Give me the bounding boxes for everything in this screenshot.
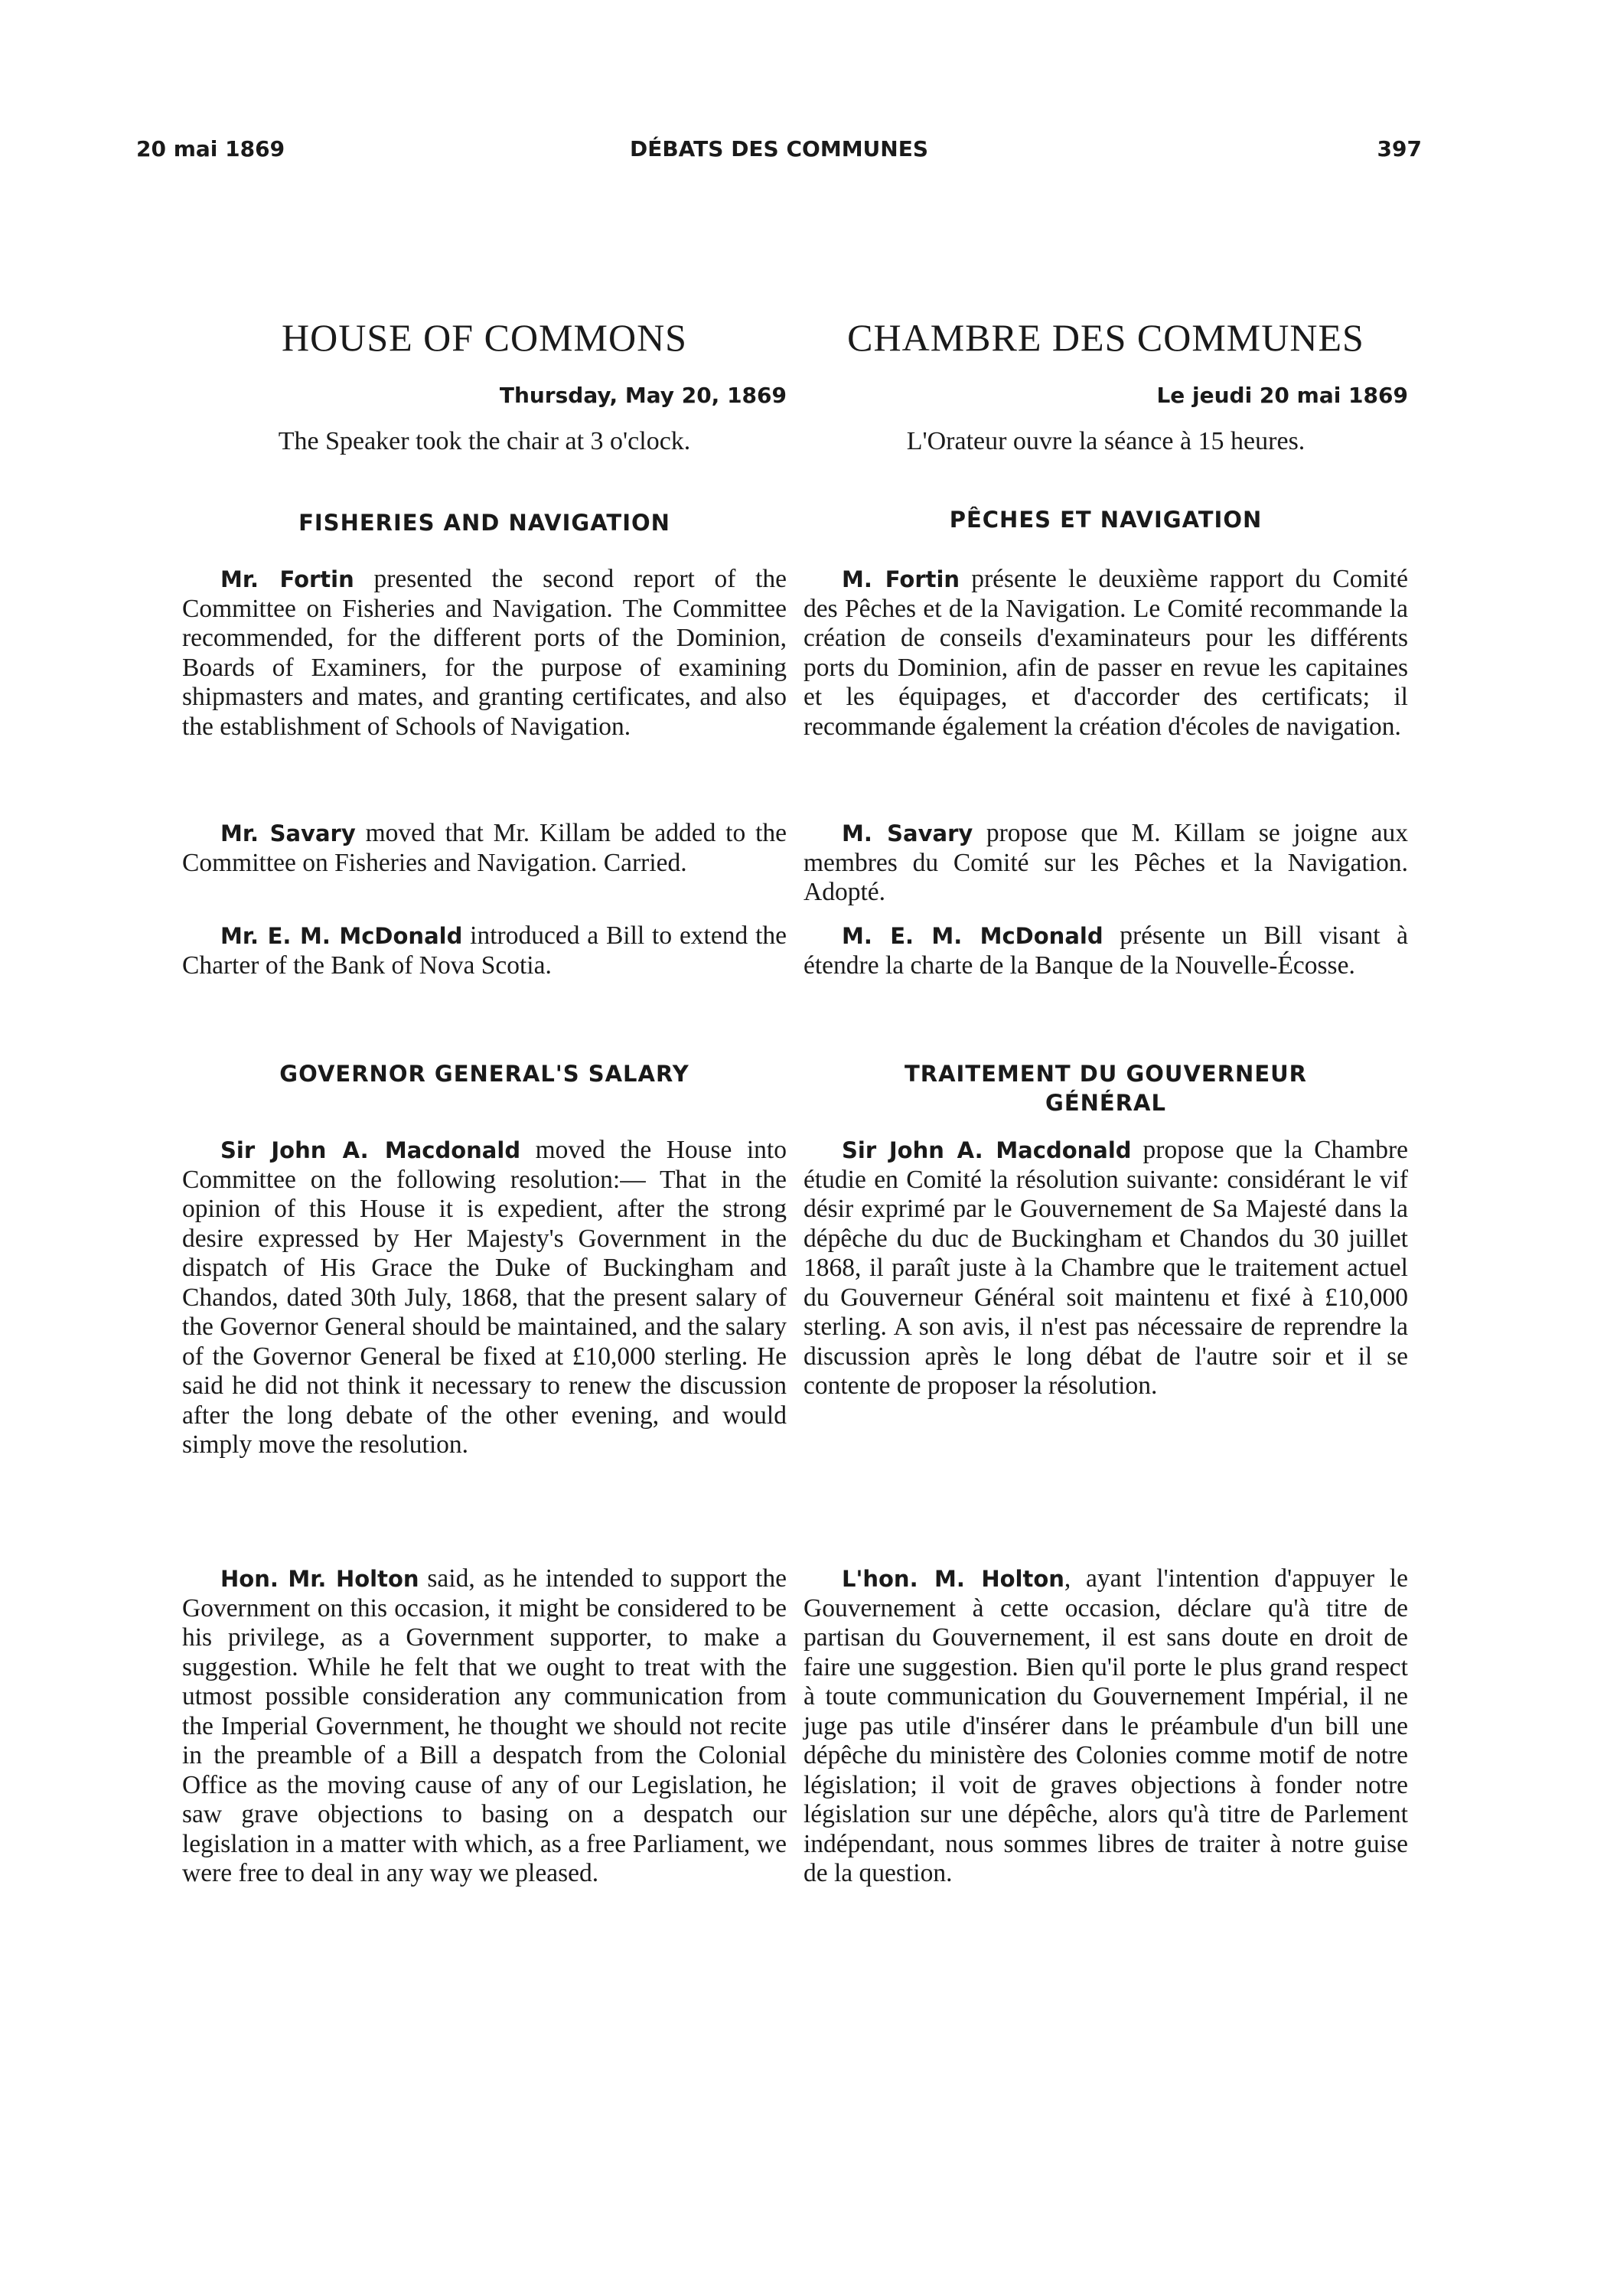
speaker-name: M. Savary — [842, 820, 973, 846]
french-column — [804, 0, 1408, 2296]
header-date: 20 mai 1869 — [136, 136, 285, 161]
speaker-name: L'hon. M. Holton — [842, 1566, 1064, 1592]
paragraph-text: introduced a Bill to extend the Charter of the Bank of Nova Scotia. — [182, 921, 787, 980]
speaker-name: Sir John A. Macdonald — [842, 1137, 1132, 1163]
paragraph-text: propose que la Chambre étudie en Comité la résolution suivante: considérant le vif désir exprimé par le Gouvernement de Sa Majesté dans la dépêche du duc de Buckingham et Chandos du 30 juillet 1868, il paraît juste à la Chambre que le traitement actuel du Gouverneur Général soit maintenu et fixé à £10,000 sterling. A son avis, il n'est pas nécessaire de reprendre la discussion après le long débat de l'autre soir et il se contente de proposer la résolution. — [804, 1136, 1408, 1400]
english-heading-fisheries: FISHERIES AND NAVIGATION — [298, 510, 670, 536]
page-number: 397 — [1377, 136, 1422, 161]
speaker-name: M. Fortin — [842, 566, 960, 592]
french-heading-fisheries: PÊCHES ET NAVIGATION — [949, 507, 1263, 533]
header-title: DÉBATS DES COMMUNES — [629, 136, 929, 161]
paragraph-text: presented the second report of the Committee on Fisheries and Navigation. The Committee recommended, for the different ports of the Dominion, Boards of Examiners, for the purpose of examining shipmasters and mates, and granting certificates, and also the establishment of Schools of Navigation. — [182, 565, 787, 741]
paragraph-text: said, as he intended to support the Government on this occasion, it might be considered to be his privilege, as a Government supporter, to make a suggestion. While he felt that we ought to treat with the utmost possible consideration any communication from the Imperial Government, he thought we should not recite in the preamble of a Bill a despatch from the Colonial Office as the moving cause of any of our Legislation, he saw grave objections to basing on a despatch our legislation in a matter with which, as a free Parliament, we were free to deal in any way we pleased. — [182, 1564, 787, 1887]
english-paragraph-fortin — [182, 565, 787, 742]
french-opening-line: L'Orateur ouvre la séance à 15 heures. — [906, 427, 1305, 455]
english-paragraph-macdonald — [182, 1136, 787, 1460]
english-house-title: HOUSE OF COMMONS — [282, 316, 687, 359]
paragraph-text: présente le deuxième rapport du Comité des Pêches et de la Navigation. Le Comité recommande la création de conseils d'examinateurs pour les différents ports du Dominion, afin de passer en revue les capitaines et les équipages, et d'accorder des certificats; il recommande également la création d'écoles de navigation. — [804, 565, 1408, 741]
french-house-title: CHAMBRE DES COMMUNES — [847, 316, 1364, 359]
speaker-name: M. E. M. McDonald — [842, 923, 1103, 949]
english-paragraph-holton — [182, 1564, 787, 1889]
french-sitting-date: Le jeudi 20 mai 1869 — [1156, 383, 1408, 408]
speaker-name: Mr. Fortin — [220, 566, 354, 592]
speaker-name: Mr. E. M. McDonald — [220, 923, 463, 949]
english-paragraph-savary — [182, 819, 787, 878]
french-paragraph-mcdonald — [804, 921, 1408, 980]
english-sitting-date: Thursday, May 20, 1869 — [499, 383, 787, 408]
french-paragraph-savary — [804, 819, 1408, 908]
speaker-name: Sir John A. Macdonald — [220, 1137, 521, 1163]
speaker-name: Mr. Savary — [220, 820, 356, 846]
paragraph-text: moved the House into Committee on the following resolution:— That in the opinion of this House it is expedient, after the strong desire expressed by Her Majesty's Government in the dispatch of His Grace the Duke of Buckingham and Chandos, dated 30th July, 1868, that the present salary of the Governor General should be maintained, and the salary of the Governor General be fixed at £10,000 sterling. He said he did not think it necessary to renew the discussion after the long debate of the other evening, and would simply move the resolution. — [182, 1136, 787, 1459]
paragraph-text: présente un Bill visant à étendre la charte de la Banque de la Nouvelle-Écosse. — [804, 921, 1409, 980]
speaker-name: Hon. Mr. Holton — [220, 1566, 419, 1592]
english-heading-salary: GOVERNOR GENERAL'S SALARY — [279, 1061, 689, 1087]
french-paragraph-fortin — [804, 565, 1408, 742]
english-opening-line: The Speaker took the chair at 3 o'clock. — [278, 427, 691, 455]
paragraph-text: moved that Mr. Killam be added to the Committee on Fisheries and Navigation. Carried. — [182, 819, 787, 877]
english-column — [182, 0, 787, 2296]
french-paragraph-macdonald — [804, 1136, 1408, 1401]
paragraph-text: propose que M. Killam se joigne aux membres du Comité sur les Pêches et la Navigation. Adopté. — [804, 819, 1408, 906]
paragraph-text: , ayant l'intention d'appuyer le Gouvernement à cette occasion, déclare qu'à titre de partisan du Gouvernement, il est sans doute en droit de faire une suggestion. Bien qu'il porte le plus grand respect à toute communication du Gouvernement Impérial, il ne juge pas utile d'insérer dans le préambule d'un bill une dépêche du ministère des Colonies comme motif de notre législation; il voit de graves objections à fonder notre législation sur une dépêche, alors qu'à titre de Parlement indépendant, nous sommes libres de traiter à notre guise de la question. — [804, 1564, 1408, 1887]
french-heading-salary: TRAITEMENT DU GOUVERNEUR GÉNÉRAL — [904, 1061, 1308, 1116]
french-paragraph-holton — [804, 1564, 1408, 1889]
english-paragraph-mcdonald — [182, 921, 787, 980]
